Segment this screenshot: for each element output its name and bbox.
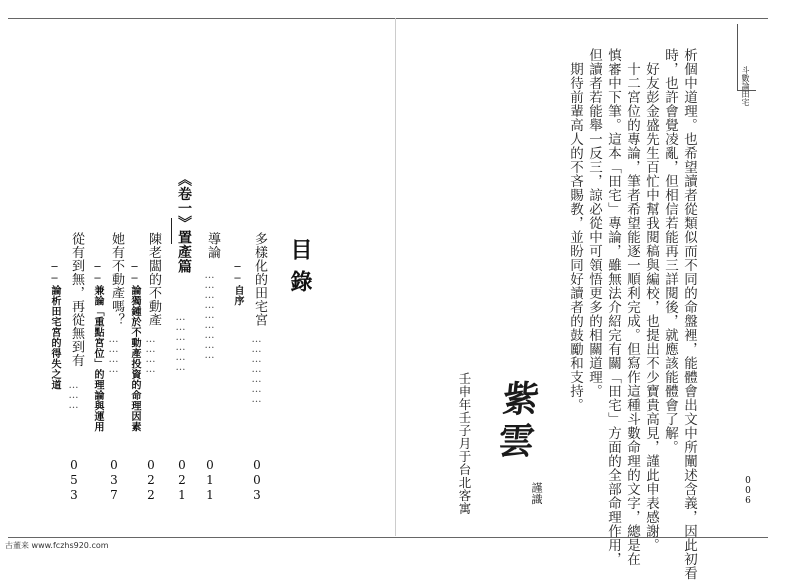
toc-leader-dots: ………… (145, 334, 156, 374)
source-watermark: 古董来 www.fczhs920.com (5, 541, 109, 550)
book-spine (395, 18, 396, 536)
toc-page-number: 037 (107, 458, 121, 503)
toc-entry-title: 多樣化的田宅宮 (252, 232, 267, 327)
toc-entry-subtitle: ──自序 (232, 262, 243, 306)
toc-leader-dots: ………………… (251, 334, 262, 404)
toc-page-number: 011 (203, 458, 217, 503)
toc-page-number: 022 (144, 458, 158, 503)
preface-line-7: 期待前輩高人的不吝賜教，並盼同好讀者的鼓勵和支持。 (567, 62, 583, 412)
toc-title: 目錄 (287, 238, 312, 302)
toc-leader-dots: ……………… (175, 312, 186, 372)
preface-line-1: 析個中道理。也希望讀者從類似而不同的命盤裡，能體會出文中所闡述含義，因此初看 (681, 48, 697, 580)
toc-page-number: 021 (175, 458, 189, 503)
volume-divider (171, 218, 172, 244)
toc-entry-title: 導論 (205, 232, 220, 259)
page-number: 006 (743, 476, 753, 506)
preface-line-4: 十二宮位的專論，筆者希望能逐一順利完成。但寫作這種斗數命理的文字，總是在 (624, 62, 640, 566)
preface-line-6: 但讀者若能舉一反三，諒必從中可領悟更多的相關道理。 (586, 48, 602, 398)
preface-line-5: 慎審中下筆。這本「田宅」專論，雖無法介紹完有關「田宅」方面的全部命理作用， (605, 48, 621, 566)
toc-volume-heading: 《卷一》置產篇 (176, 172, 192, 274)
toc-leader-dots: ………… (108, 334, 119, 374)
preface-line-3: 好友彭金盛先生百忙中幫我閱稿與編校，也提出不少寶貴高見，謹此申表感謝。 (643, 62, 659, 552)
toc-entry-subtitle: ──兼論「重點宮位」的理論與運用 (92, 262, 103, 432)
toc-page-number: 003 (250, 458, 264, 503)
toc-entry-subtitle: ──論獨鍾於不動產投資的命理因素 (129, 262, 140, 432)
author-signature: 紫雲 (490, 380, 541, 464)
toc-leader-dots: ……… (68, 380, 79, 410)
running-header-title: 斗數論田宅 (741, 66, 750, 106)
toc-entry-title: 她有不動產嗎？ (109, 232, 124, 327)
signature-date: 壬申年壬子月于台北客寓 (457, 372, 472, 515)
preface-line-2: 時，也許會覺凌亂，但相信若能再三詳閱後，就應該能體會了解。 (662, 48, 678, 454)
toc-leader-dots: ……………………… (204, 270, 215, 360)
toc-entry-subtitle: ──論析田宅宮的得失之道 (49, 262, 60, 390)
toc-entry-title: 從有到無，再從無到有 (69, 232, 84, 367)
toc-page-number: 053 (67, 458, 81, 503)
toc-entry-title: 陳老闆的不動產 (146, 232, 161, 327)
signature-note: 謹識 (530, 482, 543, 505)
